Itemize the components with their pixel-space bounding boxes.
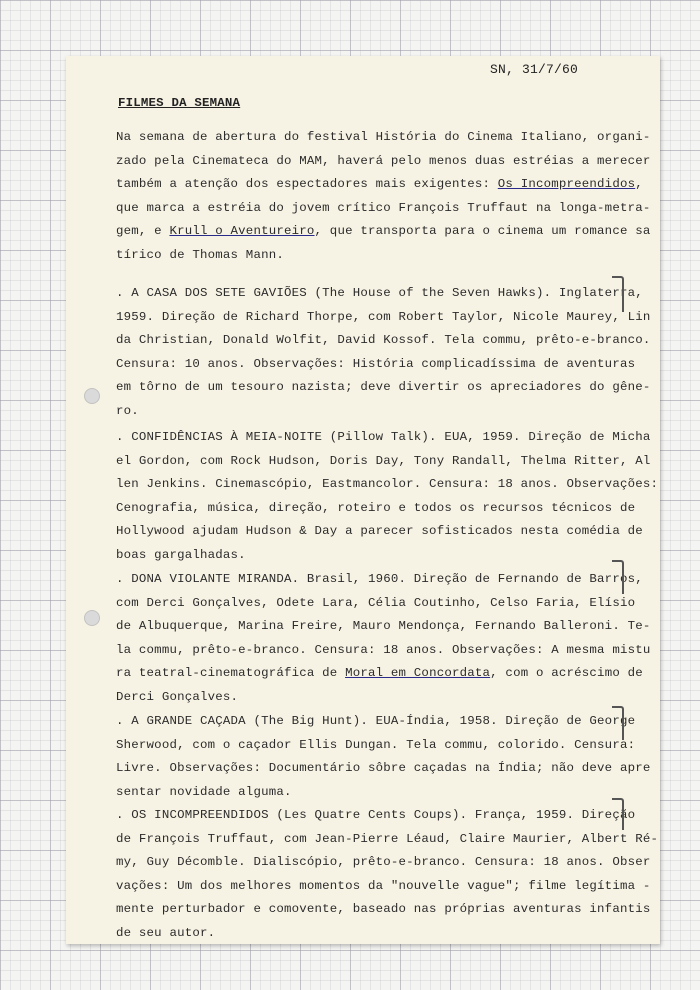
- text-line: el Gordon, com Rock Hudson, Doris Day, Tony Randall, Thelma Ritter, Al: [116, 453, 651, 468]
- text-line: Censura: 10 anos. Observações: História complicadíssima de aventuras: [116, 356, 636, 371]
- underlined-film-title: Moral em Concordata: [345, 666, 491, 681]
- film-entry-os-incompreendidos: [116, 804, 659, 946]
- text-line: Hollywood ajudam Hudson & Day a parecer sofisticados nesta comédia de: [116, 524, 643, 539]
- film-entry-a-grande-cacada: [116, 710, 656, 804]
- text-line: boas gargalhadas.: [116, 547, 246, 562]
- text-line: Livre. Observações: Documentário sôbre caçadas na Índia; não deve apre: [116, 761, 651, 776]
- text-line: da Christian, Donald Wolfit, David Kossof. Tela commu, prêto-e-branco.: [116, 333, 651, 348]
- text-line: que marca a estréia do jovem crítico François Truffaut na longa-metra-: [116, 200, 651, 215]
- film-entry-confidencias-a-meia-noite: [116, 426, 659, 568]
- underlined-film-title: Os Incompreendidos: [497, 177, 636, 192]
- text-line: gem, e Krull o Aventureiro, que transporta para o cinema um romance sa: [116, 224, 651, 239]
- text-line: . CONFIDÊNCIAS À MEIA-NOITE (Pillow Talk). EUA, 1959. Direção de Micha: [116, 430, 651, 444]
- text-line: de François Truffaut, com Jean-Pierre Léaud, Claire Maurier, Albert Ré-: [116, 831, 659, 846]
- punch-hole: [84, 388, 100, 404]
- text-line: 1959. Direção de Richard Thorpe, com Robert Taylor, Nicole Maurey, Lin: [116, 309, 651, 324]
- text-line: mente perturbador e comovente, baseado nas próprias aventuras infantis: [116, 902, 651, 917]
- text-line: Cenografia, música, direção, roteiro e todos os recursos técnicos de: [116, 500, 636, 515]
- text-line: Na semana de abertura do festival História do Cinema Italiano, organi-: [116, 130, 651, 144]
- text-line: tírico de Thomas Mann.: [116, 247, 284, 262]
- text-line: com Derci Gonçalves, Odete Lara, Célia Coutinho, Celso Faria, Elísio: [116, 595, 636, 610]
- text-line: em tôrno de um tesouro nazista; deve divertir os apreciadores do gêne-: [116, 380, 651, 395]
- text-line: de Albuquerque, Marina Freire, Mauro Mendonça, Fernando Balleroni. Te-: [116, 619, 651, 634]
- text-line: vações: Um dos melhores momentos da "nouvelle vague"; filme legítima -: [116, 878, 651, 893]
- text-line: Derci Gonçalves.: [116, 689, 239, 704]
- text-line: zado pela Cinemateca do MAM, haverá pelo menos duas estréias a merecer: [116, 153, 651, 168]
- text-line: . A GRANDE CAÇADA (The Big Hunt). EUA-Índia, 1958. Direção de George: [116, 714, 636, 728]
- margin-bracket-mark: [612, 560, 624, 594]
- film-entry-casa-dos-sete-gavioes: [116, 282, 656, 424]
- text-line: sentar novidade alguma.: [116, 784, 292, 799]
- text-line: ro.: [116, 403, 139, 418]
- page-title: FILMES DA SEMANA: [118, 96, 241, 110]
- typewritten-page: [66, 56, 660, 944]
- text-line: ra teatral-cinematográfica de Moral em Concordata, com o acréscimo de: [116, 666, 643, 681]
- text-line: len Jenkins. Cinemascópio, Eastmancolor. Censura: 18 anos. Observações:: [116, 477, 659, 492]
- margin-bracket-mark: [612, 276, 624, 312]
- text-line: também a atenção dos espectadores mais exigentes: Os Incompreendidos,: [116, 177, 643, 192]
- intro-paragraph: [116, 126, 656, 268]
- text-line: my, Guy Décomble. Dialiscópio, prêto-e-branco. Censura: 18 anos. Obser: [116, 855, 651, 870]
- punch-hole: [84, 610, 100, 626]
- margin-bracket-mark: [612, 706, 624, 740]
- underlined-film-title: Krull o Aventureiro: [169, 224, 315, 239]
- text-line: Sherwood, com o caçador Ellis Dungan. Tela commu, colorido. Censura:: [116, 737, 636, 752]
- film-entry-dona-violante-miranda: [116, 568, 656, 710]
- text-line: la commu, prêto-e-branco. Censura: 18 anos. Observações: A mesma mistu: [116, 642, 651, 657]
- text-line: de seu autor.: [116, 925, 216, 940]
- text-line: . OS INCOMPREENDIDOS (Les Quatre Cents Coups). França, 1959. Direção: [116, 808, 636, 822]
- text-line: . A CASA DOS SETE GAVIÕES (The House of the Seven Hawks). Inglaterra,: [116, 286, 643, 300]
- margin-bracket-mark: [612, 798, 624, 830]
- text-line: . DONA VIOLANTE MIRANDA. Brasil, 1960. Direção de Fernando de Barros,: [116, 572, 643, 586]
- document-reference: SN, 31/7/60: [490, 62, 579, 77]
